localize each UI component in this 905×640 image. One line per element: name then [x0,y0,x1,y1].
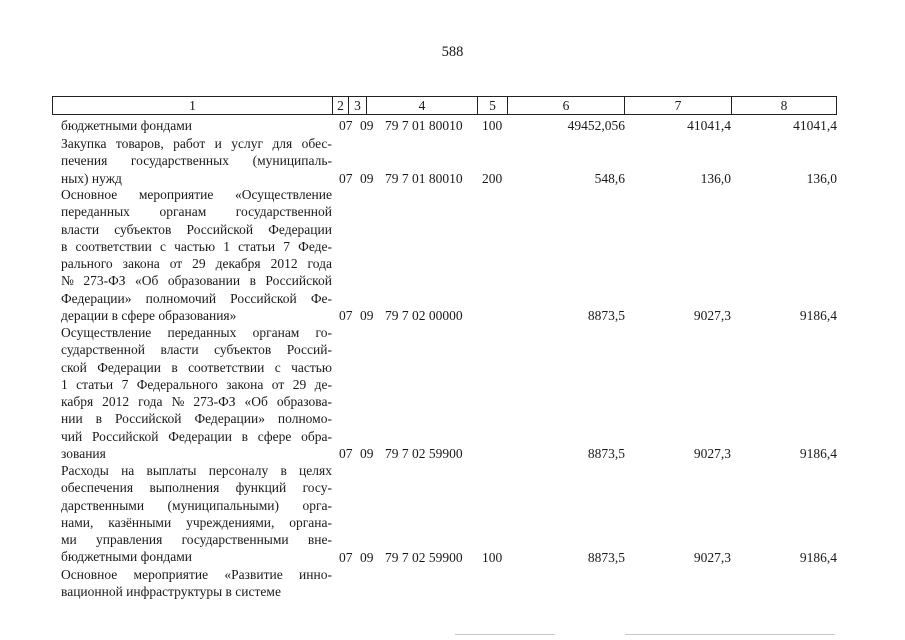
header-col-8: 8 [731,97,837,114]
cell-c7: 41041,4 [687,118,731,133]
cell-c7: 9027,3 [693,308,731,324]
cell-c3: 09 [360,170,374,186]
cell-c8: 41041,4 [793,118,837,133]
scan-artifact-line [455,634,555,635]
text-line: печения государственных (муниципаль- [61,153,332,169]
text-line: бюджетными фондами [61,118,192,133]
text-line: ми управления государственными вне- [61,532,332,548]
text-line: переданных органам государственной [61,204,332,220]
header-col-1: 1 [52,97,332,114]
header-col-5: 5 [477,97,507,114]
page-number: 588 [441,44,464,60]
table-row-text [61,117,332,134]
text-line: ных) нужд [61,170,122,186]
cell-c8: 9186,4 [799,308,837,324]
header-col-4: 4 [366,97,477,114]
header-col-2: 2 [332,97,348,114]
cell-c8: 9186,4 [799,549,837,565]
header-col-7: 7 [624,97,731,114]
text-line: вационной инфраструктуры в системе [61,584,281,600]
cell-c2: 07 [339,549,353,565]
cell-c6: 8873,5 [587,549,625,565]
cell-c4: 79 7 01 80010 [385,118,463,133]
text-line: дарственными (муниципальными) орга- [61,497,332,513]
header-col-3: 3 [348,97,366,114]
cell-c4: 79 7 01 80010 [385,170,463,186]
cell-c6: 8873,5 [587,308,625,324]
cell-c4: 79 7 02 59900 [385,549,463,565]
cell-c6: 49452,056 [567,118,625,133]
text-line: в соответствии с частью 1 статьи 7 Феде- [61,238,332,254]
header-col-6: 6 [507,97,624,114]
cell-c5: 100 [482,549,503,565]
text-line: Основное мероприятие «Осуществление [61,187,332,202]
text-line: бюджетными фондами [61,549,192,565]
cell-c2: 07 [339,118,353,133]
cell-c3: 09 [360,308,374,324]
cell-c7: 9027,3 [693,446,731,462]
text-line: чий Российской Федерации в сфере обра- [61,428,332,444]
table-row-text [61,462,332,566]
text-line: обеспечения выполнения функций госу- [61,480,332,496]
cell-c5: 200 [482,170,503,186]
cell-c4: 79 7 02 00000 [385,308,463,324]
text-line: зования [61,446,106,462]
text-line: сударственной власти субъектов Россий- [61,342,332,358]
text-line: дерации в сфере образования» [61,308,237,324]
scan-artifact-line [625,634,835,635]
text-line: Расходы на выплаты персоналу в целях [61,463,332,478]
text-line: рального закона от 29 декабря 2012 года [61,256,332,272]
text-line: Осуществление переданных органам го- [61,325,332,340]
cell-c6: 8873,5 [587,446,625,462]
text-line: Основное мероприятие «Развитие инно- [61,567,332,582]
cell-c4: 79 7 02 59900 [385,446,463,462]
cell-c5: 100 [482,118,503,133]
cell-c6: 548,6 [594,170,625,186]
text-line: 1 статьи 7 Федерального закона от 29 де- [61,376,332,392]
text-line: нами, казёнными учреждениями, органа- [61,514,332,530]
text-line: № 273-ФЗ «Об образовании в Российской [61,273,332,289]
cell-c8: 9186,4 [799,446,837,462]
text-line: ской Федерации в соответствии с частью [61,359,332,375]
table-row-text [61,324,332,462]
cell-c2: 07 [339,446,353,462]
cell-c7: 9027,3 [693,549,731,565]
cell-c8: 136,0 [806,170,837,186]
cell-c2: 07 [339,308,353,324]
table-row-text [61,566,332,601]
table-header [52,96,837,115]
table-row-text [61,186,332,324]
cell-c3: 09 [360,549,374,565]
table-row-text [61,135,332,187]
cell-c3: 09 [360,446,374,462]
cell-c3: 09 [360,118,374,133]
cell-c7: 136,0 [700,170,731,186]
text-line: власти субъектов Российской Федерации [61,221,332,237]
text-line: кабря 2012 года № 273-ФЗ «Об образова- [61,394,332,410]
text-line: нии в Российской Федерации» полномо- [61,411,332,427]
text-line: Федерации» полномочий Российской Фе- [61,290,332,306]
cell-c2: 07 [339,170,353,186]
text-line: Закупка товаров, работ и услуг для обес- [61,136,332,151]
